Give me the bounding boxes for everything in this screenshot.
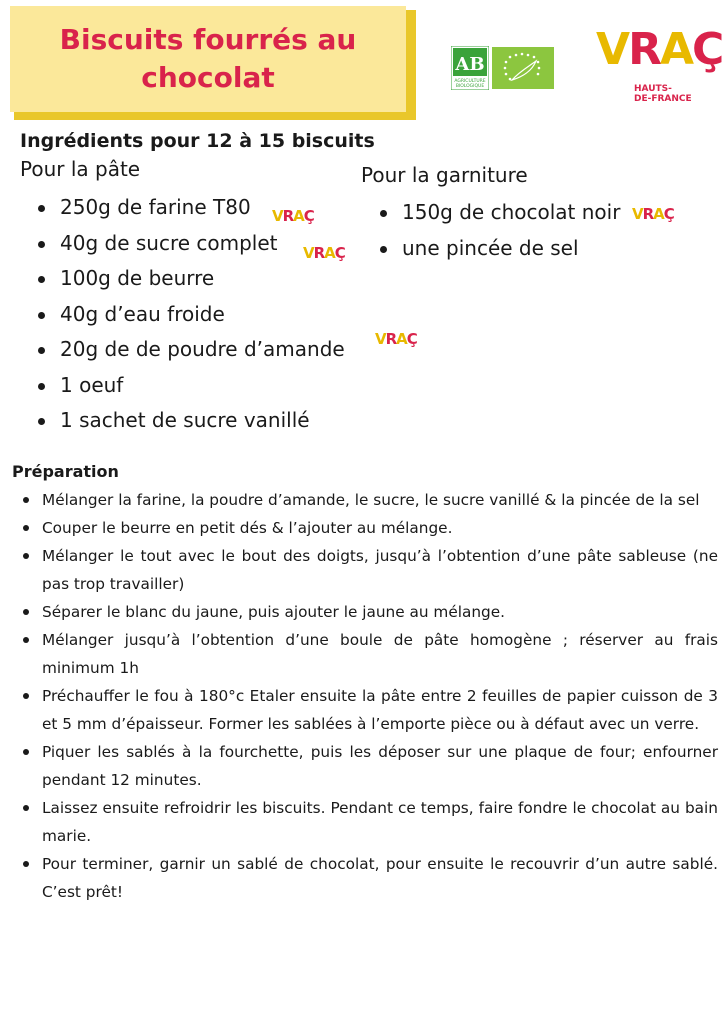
vrac-logo-word: VRAÇ (596, 24, 723, 75)
list-item: 40g d’eau froide (34, 297, 345, 333)
eu-organic-leaf-logo (492, 47, 554, 89)
ab-organic-logo (451, 46, 489, 90)
list-item: Piquer les sablés à la fourchette, puis les déposer sur une plaque de four; enfourner pendant 12 minutes. (12, 738, 718, 794)
list-item: une pincée de sel (376, 231, 620, 267)
recipe-title-line-2: chocolat (141, 61, 275, 94)
list-item: 1 oeuf (34, 368, 345, 404)
ab-letters: AB (455, 54, 485, 75)
pate-ingredient-list (34, 190, 345, 439)
list-item: Préchauffer le fou à 180°c Etaler ensuite la pâte entre 2 feuilles de papier cuisson de 3 et 5 mm d’épaisseur. Former les sablées à l’emporte pièce ou à défaut avec un verre. (12, 682, 718, 738)
ab-caption-1: AGRICULTURE (454, 79, 486, 84)
list-item: Mélanger jusqu’à l’obtention d’une boule de pâte homogène ; réserver au frais minimum 1h (12, 626, 718, 682)
garniture-heading: Pour la garniture (361, 163, 528, 187)
preparation-heading: Préparation (12, 462, 119, 481)
list-item: 150g de chocolat noir (376, 195, 620, 231)
preparation-steps (12, 486, 718, 906)
garniture-ingredient-list (376, 195, 620, 266)
vrac-logo (596, 22, 723, 108)
list-item: 1 sachet de sucre vanillé (34, 403, 345, 439)
list-item: Laissez ensuite refroidrir les biscuits. Pendant ce temps, faire fondre le chocolat au bain marie. (12, 794, 718, 850)
pate-heading: Pour la pâte (20, 157, 141, 181)
list-item: 20g de de poudre d’amande (34, 332, 345, 368)
title-banner (10, 6, 406, 112)
list-item: Mélanger la farine, la poudre d’amande, le sucre, le sucre vanillé & la pincée de la sel (12, 486, 718, 514)
ingredients-heading: Ingrédients pour 12 à 15 biscuits (20, 130, 375, 152)
vrac-badge-icon: VRAÇ (632, 205, 674, 223)
list-item: Séparer le blanc du jaune, puis ajouter le jaune au mélange. (12, 598, 718, 626)
vrac-badge-icon: VRAÇ (375, 330, 417, 348)
vrac-badge-icon: VRAÇ (272, 207, 314, 225)
vrac-badge-icon: VRAÇ (303, 244, 345, 262)
list-item: Couper le beurre en petit dés & l’ajouter au mélange. (12, 514, 718, 542)
vrac-logo-subtitle: HAUTS- DE-FRANCE (634, 84, 692, 104)
recipe-title-line-1: Biscuits fourrés au (59, 23, 357, 56)
list-item: 100g de beurre (34, 261, 345, 297)
ab-caption-2: BIOLOGIQUE (455, 84, 485, 89)
list-item: Pour terminer, garnir un sablé de chocolat, pour ensuite le recouvrir d’un autre sablé. C’est prêt! (12, 850, 718, 906)
list-item: 40g de sucre complet (34, 226, 345, 262)
list-item: 250g de farine T80 (34, 190, 345, 226)
list-item: Mélanger le tout avec le bout des doigts, jusqu’à l’obtention d’une pâte sableuse (ne pas trop travailler) (12, 542, 718, 598)
